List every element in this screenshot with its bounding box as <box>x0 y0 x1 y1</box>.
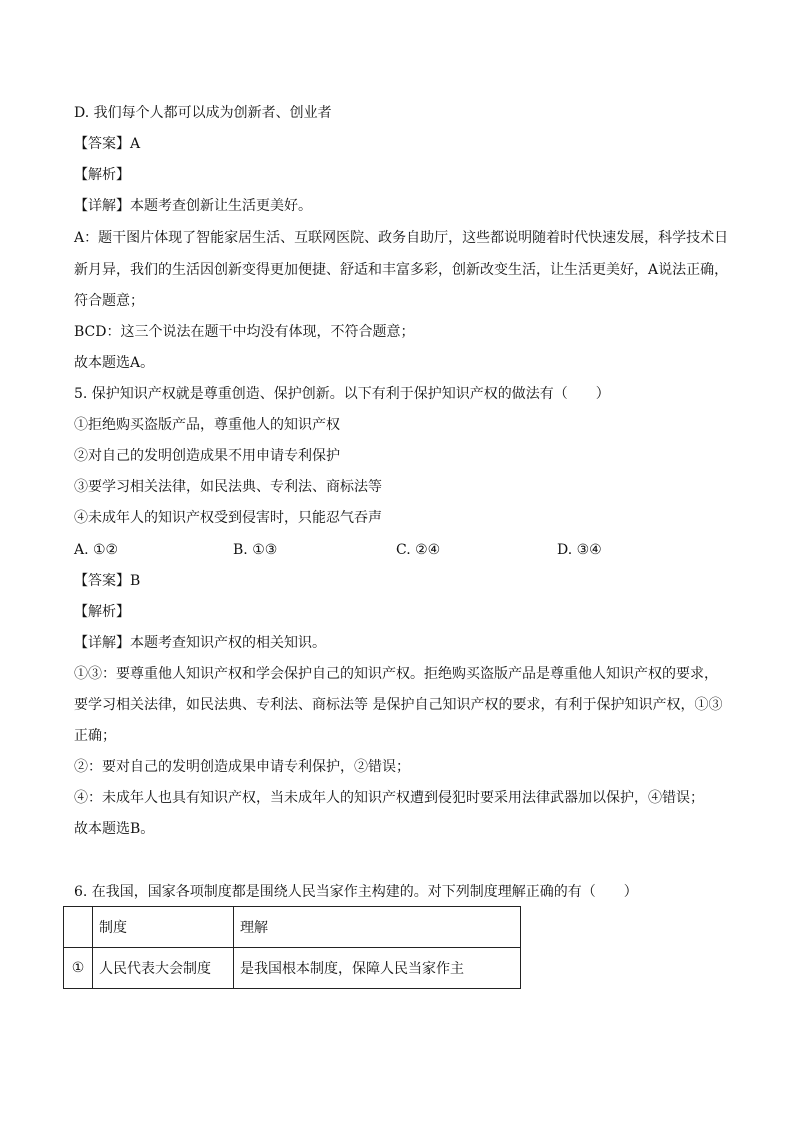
table-header-cell <box>64 907 93 948</box>
answer-label: 【答案】B <box>74 573 141 589</box>
choice-b: B. ①③ <box>233 542 278 558</box>
explanation-line: 要学习相关法律，如民法典、专利法、商标法等 是保护自己知识产权的要求，有利于保护知识产权，①③ <box>74 697 723 713</box>
explanation-line: ④：未成年人也具有知识产权，当未成年人的知识产权遭到侵犯时要采用法律武器加以保护，④错误； <box>74 790 704 806</box>
institution-table <box>63 906 521 989</box>
table-header-cell: 制度 <box>93 907 234 948</box>
conclusion-line: 故本题选A。 <box>74 355 155 371</box>
choice-d: D. ③④ <box>557 542 602 558</box>
question-6-stem: 6. 在我国，国家各项制度都是围绕人民当家作主构建的。对下列制度理解正确的有（ ） <box>74 884 638 900</box>
explanation-line: A：题干图片体现了智能家居生活、互联网医院、政务自助厅，这些都说明随着时代快速发展，科学技术日 <box>74 230 729 246</box>
table-row <box>64 948 521 989</box>
explanation-heading: 【详解】本题考查知识产权的相关知识。 <box>74 635 326 651</box>
explanation-line: 新月异，我们的生活因创新变得更加便捷、舒适和丰富多彩，创新改变生活，让生活更美好，A说法正确， <box>74 262 729 278</box>
explanation-heading: 【详解】本题考查创新让生活更美好。 <box>74 198 312 214</box>
table-cell: ① <box>64 948 93 989</box>
question-5-stem: 5. 保护知识产权就是尊重创造、保护创新。以下有利于保护知识产权的做法有（ ） <box>74 386 610 402</box>
explanation-line: ②：要对自己的发明创造成果申请专利保护，②错误； <box>74 759 410 775</box>
statement-3: ③要学习相关法律，如民法典、专利法、商标法等 <box>74 479 382 495</box>
analysis-label: 【解析】 <box>74 604 130 620</box>
table-cell: 人民代表大会制度 <box>93 948 234 989</box>
option-d-text: D. 我们每个人都可以成为创新者、创业者 <box>74 105 332 121</box>
choice-c: C. ②④ <box>396 542 441 558</box>
analysis-label: 【解析】 <box>74 167 130 183</box>
conclusion-line: 故本题选B。 <box>74 821 155 837</box>
statement-1: ①拒绝购买盗版产品，尊重他人的知识产权 <box>74 417 340 433</box>
table-header-cell: 理解 <box>234 907 521 948</box>
answer-label: 【答案】A <box>74 136 141 152</box>
table-cell: 是我国根本制度，保障人民当家作主 <box>234 948 521 989</box>
explanation-line: 正确； <box>74 728 116 744</box>
table-header-row <box>64 907 521 948</box>
explanation-line: 符合题意； <box>74 293 144 309</box>
explanation-line: BCD：这三个说法在题干中均没有体现，不符合题意； <box>74 324 415 340</box>
explanation-line: ①③：要尊重他人知识产权和学会保护自己的知识产权。拒绝购买盗版产品是尊重他人知识产权的要求， <box>74 666 718 682</box>
statement-2: ②对自己的发明创造成果不用申请专利保护 <box>74 448 340 464</box>
statement-4: ④未成年人的知识产权受到侵害时，只能忍气吞声 <box>74 510 382 526</box>
choice-a: A. ①② <box>74 542 119 558</box>
